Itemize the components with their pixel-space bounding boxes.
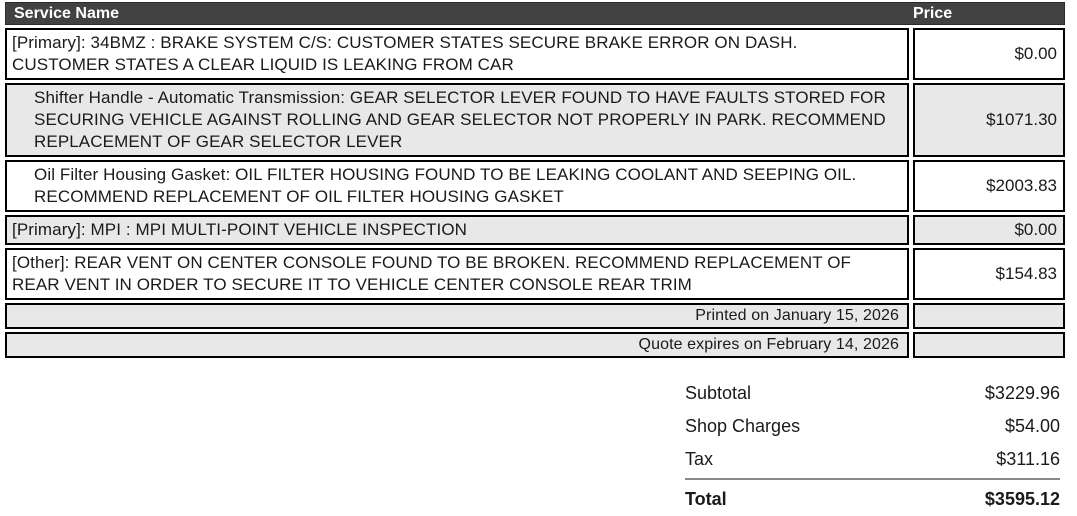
service-price-table <box>5 2 1065 358</box>
table-row <box>5 160 1065 212</box>
service-description: Shifter Handle - Automatic Transmission: GEAR SELECTOR LEVER FOUND TO HAVE FAULTS STORED FOR SECURING VEHICLE AGAINST ROLLING AND GEAR SELECTOR NOT PROPERLY IN PARK. RECOMMEND REPLACEMENT OF GEAR SELECTOR LEVER <box>5 83 909 157</box>
empty-price-cell <box>913 332 1065 358</box>
service-price: $0.00 <box>913 28 1065 80</box>
subtotal-value: $3229.96 <box>984 383 1060 403</box>
service-price: $154.83 <box>913 248 1065 300</box>
table-row <box>5 28 1065 80</box>
printed-date-row <box>5 303 1065 329</box>
tax-label: Tax <box>685 449 714 469</box>
column-header-service-name: Service Name <box>14 5 119 22</box>
total-row <box>685 483 1060 516</box>
service-price: $2003.83 <box>913 160 1065 212</box>
service-description: [Primary]: 34BMZ : BRAKE SYSTEM C/S: CUSTOMER STATES SECURE BRAKE ERROR ON DASH. CUSTOMER STATES A CLEAR LIQUID IS LEAKING FROM CAR <box>5 28 909 80</box>
totals-summary <box>685 377 1060 516</box>
column-header-price: Price <box>913 5 953 22</box>
service-price: $1071.30 <box>913 83 1065 157</box>
total-value: $3595.12 <box>984 489 1060 509</box>
empty-price-cell <box>913 303 1065 329</box>
shop-charges-row <box>685 410 1060 443</box>
shop-charges-value: $54.00 <box>1004 416 1060 436</box>
table-row <box>5 248 1065 300</box>
tax-row <box>685 443 1060 476</box>
service-description: [Other]: REAR VENT ON CENTER CONSOLE FOUND TO BE BROKEN. RECOMMEND REPLACEMENT OF REAR VENT IN ORDER TO SECURE IT TO VEHICLE CENTER CONSOLE REAR TRIM <box>5 248 909 300</box>
service-description: Oil Filter Housing Gasket: OIL FILTER HOUSING FOUND TO BE LEAKING COOLANT AND SEEPING OIL. RECOMMEND REPLACEMENT OF OIL FILTER HOUSING GASKET <box>5 160 909 212</box>
printed-date-text: Printed on January 15, 2026 <box>5 303 909 329</box>
tax-value: $311.16 <box>996 449 1060 469</box>
table-row <box>5 215 1065 245</box>
table-header-row <box>5 2 1065 25</box>
total-divider <box>685 478 1060 480</box>
subtotal-row <box>685 377 1060 410</box>
shop-charges-label: Shop Charges <box>685 416 801 436</box>
quote-expiry-text: Quote expires on February 14, 2026 <box>5 332 909 358</box>
table-row <box>5 83 1065 157</box>
total-label: Total <box>685 489 727 509</box>
quote-expiry-row <box>5 332 1065 358</box>
service-price: $0.00 <box>913 215 1065 245</box>
subtotal-label: Subtotal <box>685 383 752 403</box>
service-description: [Primary]: MPI : MPI MULTI-POINT VEHICLE INSPECTION <box>5 215 909 245</box>
